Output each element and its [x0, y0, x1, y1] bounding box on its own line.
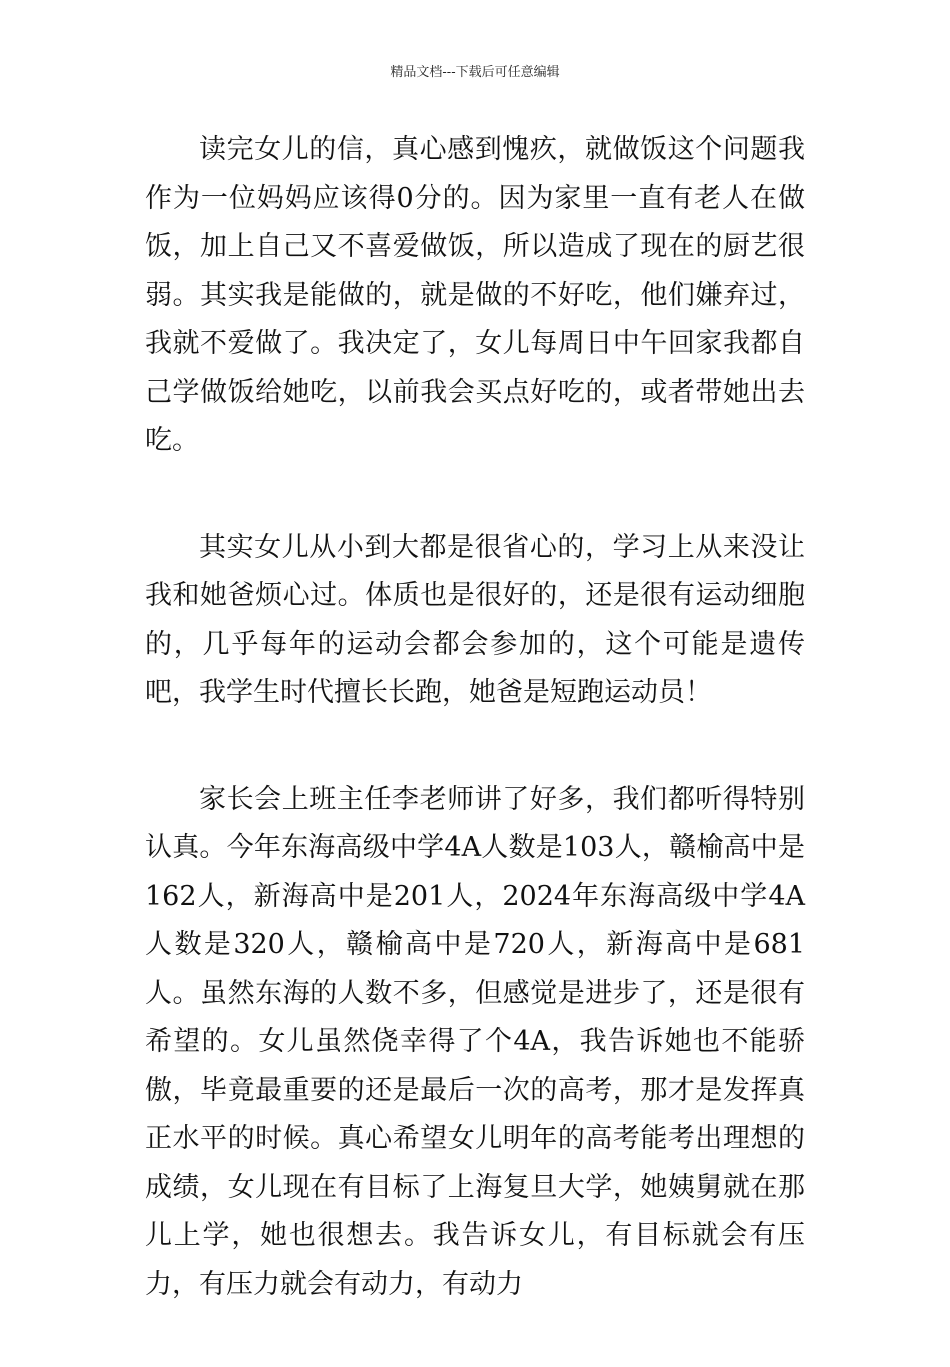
- paragraph-1: 读完女儿的信，真心感到愧疚，就做饭这个问题我作为一位妈妈应该得0分的。因为家里一直有老人在做饭，加上自己又不喜爱做饭，所以造成了现在的厨艺很弱。其实我是能做的，就是做的不好吃，他们嫌弃过，我就不爱做了。我决定了，女儿每周日中午回家我都自己学做饭给她吃，以前我会买点好吃的，或者带她出去吃。: [145, 134, 805, 456]
- paragraph-2: 其实女儿从小到大都是很省心的，学习上从来没让我和她爸烦心过。体质也是很好的，还是很有运动细胞的，几乎每年的运动会都会参加的，这个可能是遗传吧，我学生时代擅长长跑，她爸是短跑运动员！: [145, 531, 805, 708]
- page-header: 精品文档---下载后可任意编辑: [390, 65, 560, 80]
- document-body: [145, 126, 805, 1367]
- paragraph-3: 家长会上班主任李老师讲了好多，我们都听得特别认真。今年东海高级中学4A人数是103人，赣榆高中是162人，新海高中是201人，2024年东海高级中学4A人数是320人，赣榆高中是720人，新海高中是681人。虽然东海的人数不多，但感觉是进步了，还是很有希望的。女儿虽然侥幸得了个4A，我告诉她也不能骄傲，毕竟最重要的还是最后一次的高考，那才是发挥真正水平的时候。真心希望女儿明年的高考能考出理想的成绩，女儿现在有目标了上海复旦大学，她姨舅就在那儿上学，她也很想去。我告诉女儿，有目标就会有压力，有压力就会有动力，有动力: [145, 783, 805, 1300]
